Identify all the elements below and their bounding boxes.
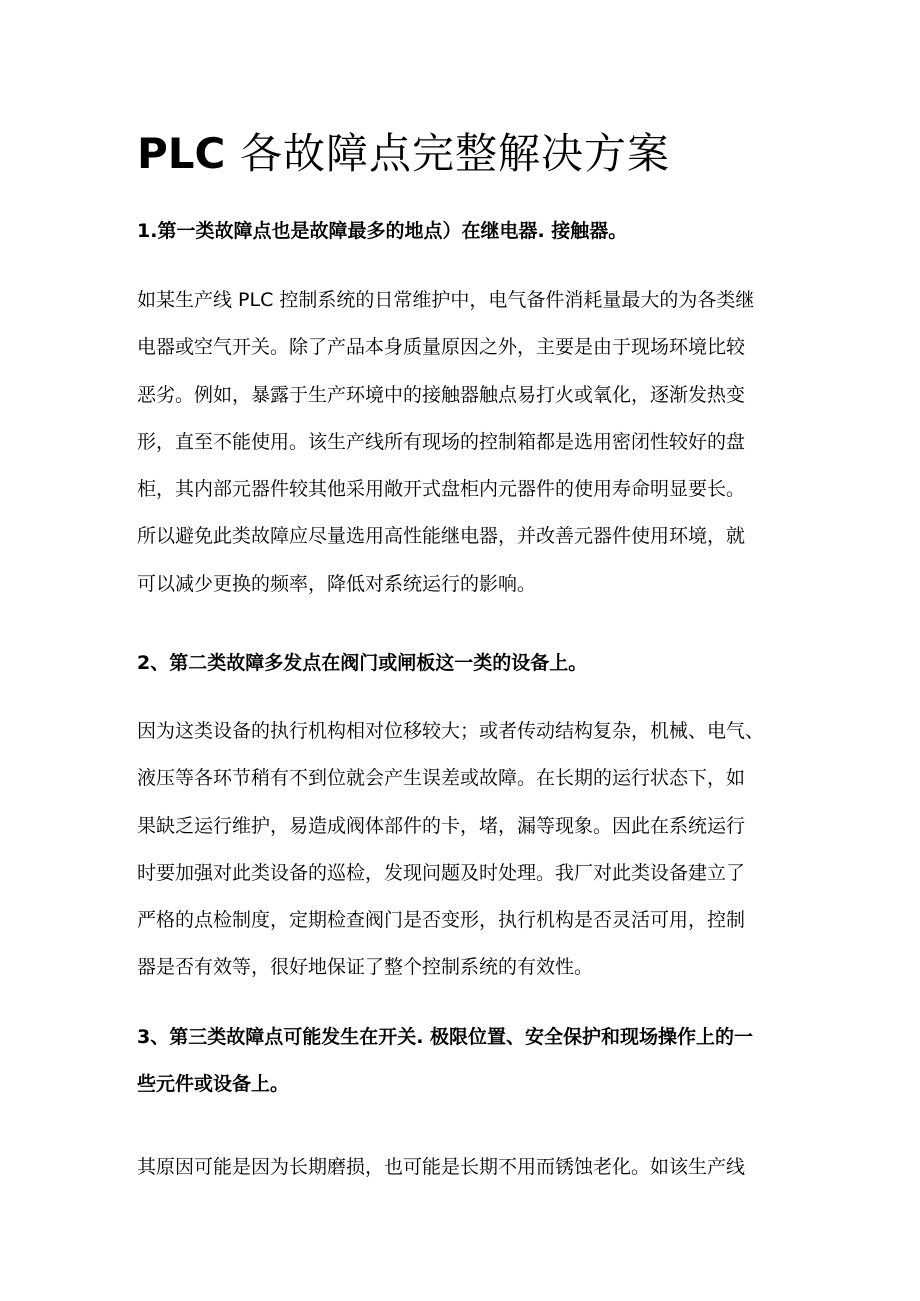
body-line: 所以避免此类故障应尽量选用高性能继电器，并改善元器件使用环境，就 [137, 525, 746, 548]
section-3-heading [137, 1024, 753, 1118]
section-heading-line: 1.第一类故障点也是故障最多的地点）在继电器. 接触器。 [137, 220, 628, 242]
body-line: 液压等各环节稍有不到位就会产生误差或故障。在长期的运行状态下，如 [137, 767, 746, 790]
section-2-body [137, 718, 764, 1002]
document-title-chinese: 各故障点完整解决方案 [240, 129, 671, 178]
body-line: 因为这类设备的执行机构相对位移较大；或者传动结构复杂，机械、电气、 [137, 720, 765, 742]
section-2-heading [137, 650, 587, 676]
body-line: 恶劣。例如，暴露于生产环境中的接触器触点易打火或氧化，逐渐发热变 [137, 383, 746, 406]
section-heading-line: 些元件或设备上。 [137, 1073, 290, 1095]
section-1-heading [137, 218, 627, 244]
body-line: 电器或空气开关。除了产品本身质量原因之外，主要是由于现场环境比较 [137, 336, 746, 359]
section-3-body [137, 1154, 745, 1201]
body-line: 其原因可能是因为长期磨损，也可能是长期不用而锈蚀老化。如该生产线 [137, 1156, 746, 1178]
section-heading-line: 3、第三类故障点可能发生在开关. 极限位置、安全保护和现场操作上的一 [137, 1026, 754, 1048]
body-line: 柜，其内部元器件较其他采用敞开式盘柜内元器件的使用寿命明显要长。 [137, 478, 746, 501]
body-line: 严格的点检制度，定期检查阀门是否变形，执行机构是否灵活可用，控制 [137, 909, 746, 932]
body-line: 形，直至不能使用。该生产线所有现场的控制箱都是选用密闭性较好的盘 [137, 430, 746, 453]
body-line: 如某生产线 PLC 控制系统的日常维护中，电气备件消耗量最大的为各类继 [137, 289, 755, 311]
section-1-body [137, 287, 754, 618]
body-line: 器是否有效等，很好地保证了整个控制系统的有效性。 [137, 956, 594, 979]
section-heading-line: 2、第二类故障多发点在阀门或闸板这一类的设备上。 [137, 652, 588, 674]
document-title [137, 126, 670, 182]
body-line: 果缺乏运行维护，易造成阀体部件的卡，堵，漏等现象。因此在系统运行 [137, 814, 746, 837]
body-line: 时要加强对此类设备的巡检，发现问题及时处理。我厂对此类设备建立了 [137, 861, 746, 884]
body-line: 可以减少更换的频率，降低对系统运行的影响。 [137, 572, 537, 595]
document-title-latin: PLC [137, 129, 226, 178]
